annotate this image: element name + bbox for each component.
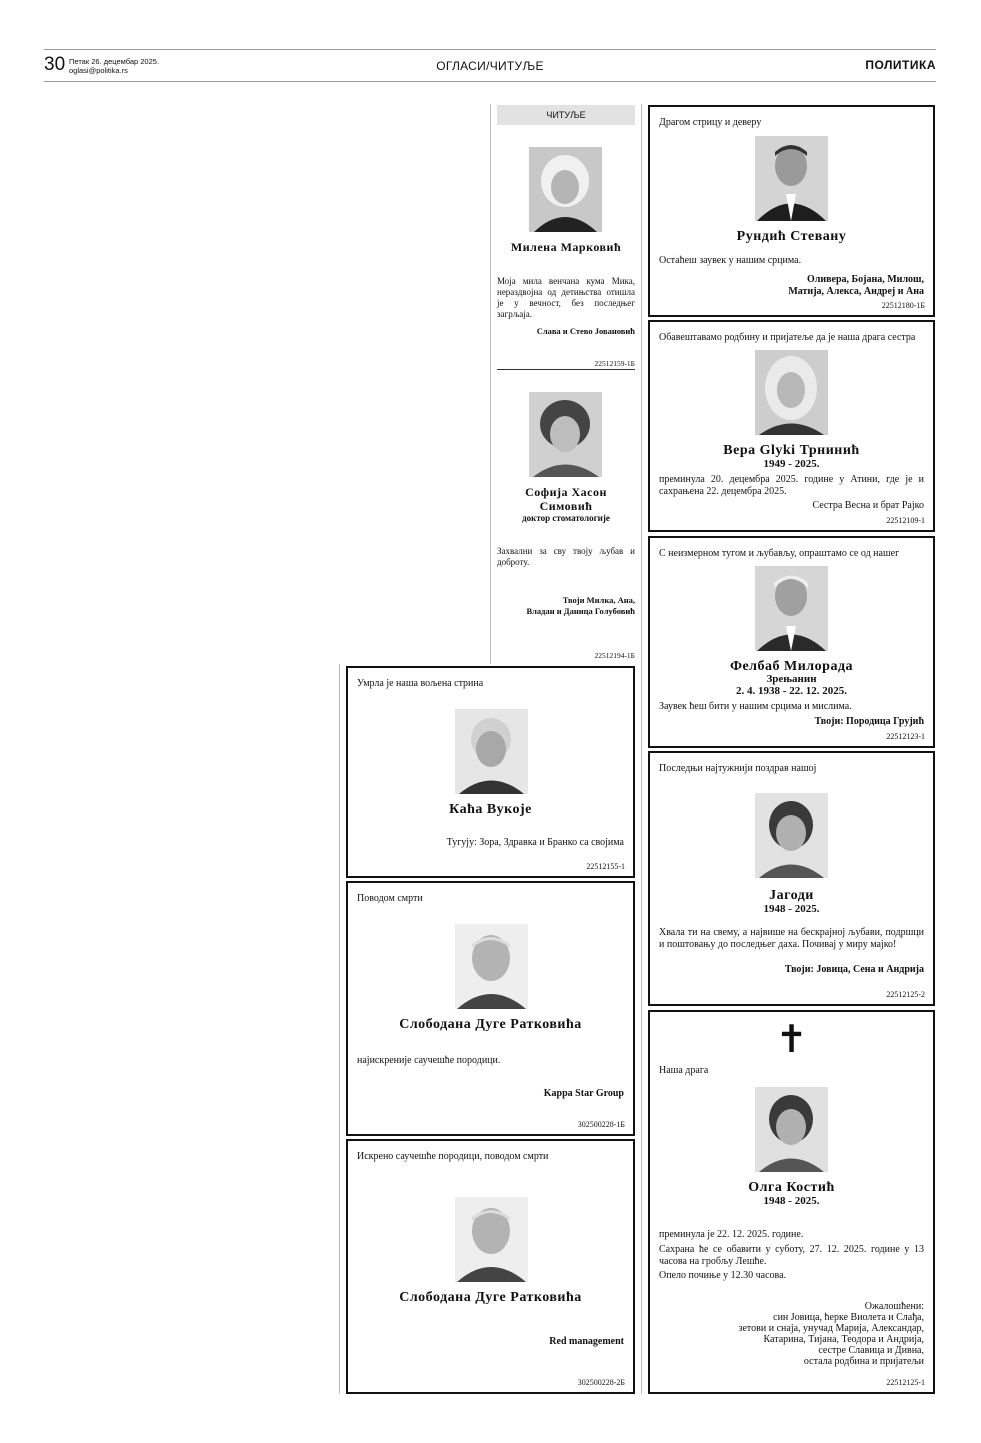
notice-text-2: Сахрана ће се обавити у суботу, 27. 12. 2025. године у 13 часова на гробљу Лешће. [659,1244,924,1267]
category-label: ЧИТУЉЕ [497,105,635,125]
portrait-icon [529,392,602,477]
deceased-name: Вера Glyki Трнинић [723,443,860,458]
ad-code: 22512180-1Б [881,301,925,310]
notice-intro: С неизмерном тугом и љубављу, опраштамо се од нашег [659,548,900,559]
portrait-photo [755,1087,828,1172]
notice-sofija [497,375,635,660]
notice-slobodan-red [346,1139,635,1394]
column-rule [641,104,642,1394]
deceased-name: Рундић Стевану [736,229,847,244]
notice-intro: Умрла је наша вољена стрина [357,678,484,689]
portrait-icon [455,924,528,1009]
notice-text: Захвални за сву твоју љубав и доброту. [497,546,635,567]
deceased-name-line1: Софија Хасон [525,485,607,499]
notice-signature-line: Ожалошћени: [864,1301,924,1312]
notice-text: најискреније саучешће породици. [357,1055,501,1066]
notice-signature: Сестра Весна и брат Рајко [812,500,924,511]
notice-signature-line1: Оливера, Бојана, Милош, [806,274,924,285]
deceased-years: 1948 - 2025. [763,903,820,915]
portrait-icon [755,566,828,651]
portrait-photo [755,566,828,651]
portrait-photo [455,709,528,794]
notice-felbab [648,536,935,748]
notice-intro: Наша драга [659,1065,709,1076]
deceased-name: Милена Марковић [510,240,622,254]
portrait-icon [755,350,828,435]
deceased-name: Јагоди [769,888,814,903]
notice-signature: Kappa Star Group [543,1088,624,1099]
notice-text: Заувек ћеш бити у нашим срцима и мислима. [659,701,852,712]
portrait-photo [755,136,828,221]
portrait-icon [755,1087,828,1172]
notice-text: преминула 20. децембра 2025. године у Атини, где је и сахрањена 22. децембра 2025. [659,474,924,497]
portrait-photo [529,392,602,477]
ad-code: 22512159-1Б [594,359,635,368]
deceased-name-line2: Симовић [539,499,593,513]
deceased-name: Олга Костић [748,1180,835,1195]
ad-code: 22512194-1Б [594,651,635,660]
notice-intro: Поводом смрти [357,893,423,904]
notice-intro: Искрено саучешће породици, поводом смрти [357,1151,549,1162]
notice-signature-line: син Јовица, ћерке Виолета и Слађа, [773,1312,924,1323]
notice-signature-line1: Твоји Милка, Ана, [562,595,635,605]
ad-code: 302500228-1Б [577,1120,625,1129]
column-rule [339,664,340,1394]
ad-code: 22512125-2 [886,990,925,999]
notice-intro: Драгом стрицу и девеpу [659,117,762,128]
ad-code: 22512155-1 [586,862,625,871]
deceased-years: 1949 - 2025. [763,458,820,470]
deceased-place: Зрењанин [766,673,817,685]
notice-text: Моја мила венчана кума Мика, нераздвојна од детињства отишла је у вечност, без последњег загрљаја. [497,276,635,319]
section-title: ОГЛАСИ/ЧИТУЉЕ [436,59,544,73]
deceased-name: Слободана Дуге Ратковића [399,1290,582,1305]
date-line: Петак 26. децембар 2025. [69,57,160,66]
notice-signature-line: остала родбина и пријатељи [803,1356,924,1367]
portrait-photo [529,147,602,232]
notice-signature: Тугују: Зора, Здравка и Бранко са својима [446,837,624,848]
deceased-name: Фелбаб Милорада [729,659,854,674]
portrait-icon [455,1197,528,1282]
notice-signature: Твоји: Породица Грујић [814,716,924,727]
deceased-dates: 2. 4. 1938 - 22. 12. 2025. [736,685,847,697]
notice-signature: Red management [549,1336,624,1347]
notice-text-3: Опело почиње у 12.30 часова. [659,1270,787,1281]
notice-text: Хвала ти на свему, а највише на бескрајној љубави, подршци и поштовању до последњег даха. Почивај у миру мајко! [659,927,924,950]
ad-code: 22512125-1 [886,1378,925,1387]
ad-code: 22512109-1 [886,516,925,525]
notice-vera [648,320,935,532]
notice-rundic [648,105,935,317]
notice-intro: Последњи најтужнији поздрав нашој [659,763,817,774]
notice-signature-line: сестре Славица и Дивна, [818,1345,924,1356]
deceased-years: 1948 - 2025. [763,1195,820,1207]
portrait-icon [755,136,828,221]
portrait-icon [529,147,602,232]
portrait-photo [755,793,828,878]
deceased-name: Слободана Дуге Ратковића [399,1017,582,1032]
notice-signature-line: зетови и снаја, унучад Марија, Александар, [738,1323,924,1334]
notice-kaca [346,666,635,878]
email: oglasi@politika.rs [69,66,128,75]
column-rule [490,104,491,664]
notice-slobodan-kappa [346,881,635,1136]
notice-signature: Твоји: Јовица, Сена и Андрија [784,964,924,975]
portrait-photo [455,924,528,1009]
page-header [44,49,936,82]
notice-signature: Слава и Стево Јовановић [536,326,635,336]
notice-text-1: преминула је 22. 12. 2025. године. [659,1229,804,1240]
notice-intro: Обавештавамо родбину и пријатеље да је наша драга сестра [659,332,916,343]
portrait-photo [455,1197,528,1282]
notice-olga [648,1010,935,1394]
orthodox-cross-icon: ✝ [775,1019,808,1061]
page-number: 30 [44,54,66,75]
notice-signature-line2: Матија, Алекса, Андреј и Ана [788,286,924,297]
divider [497,369,635,370]
notice-signature-line2: Владан и Даница Голубовић [526,606,635,616]
portrait-icon [755,793,828,878]
newspaper-logo: ПОЛИТИКА [865,58,936,72]
notice-signature-line: Катарина, Тијана, Теодора и Андрија, [763,1334,924,1345]
notice-jagodi [648,751,935,1006]
portrait-icon [455,709,528,794]
ad-code: 302500228-2Б [577,1378,625,1387]
ad-code: 22512123-1 [886,732,925,741]
deceased-title: доктор стоматологије [522,513,610,523]
notice-milena [497,130,635,370]
deceased-name: Каћа Вукоје [449,802,532,817]
portrait-photo [755,350,828,435]
notice-text: Остаћеш заувек у нашим срцима. [659,255,802,266]
